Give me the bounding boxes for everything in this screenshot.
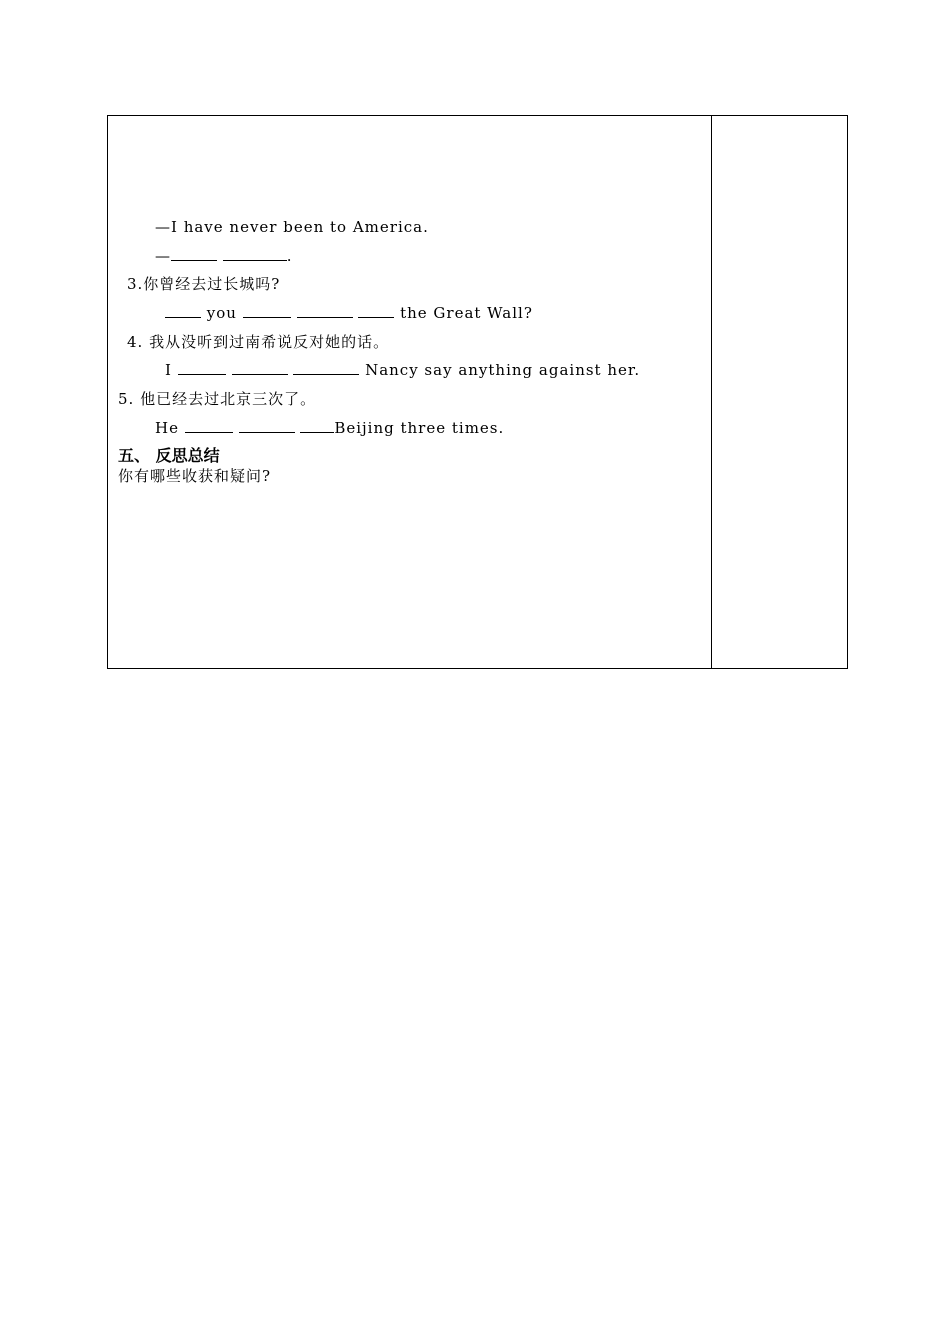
fill-blank[interactable] — [165, 307, 201, 318]
section-5-heading: 五、 反思总结 — [118, 446, 220, 465]
fill-blank[interactable] — [358, 307, 394, 318]
fill-blank[interactable] — [178, 364, 226, 375]
item-4-tail: Nancy say anything against her. — [365, 361, 641, 379]
section-5-prompt: 你有哪些收获和疑问? — [118, 467, 272, 485]
lesson-table — [107, 115, 848, 669]
question-line: — . — [155, 247, 293, 265]
fill-blank[interactable] — [223, 250, 287, 261]
item-5-tail: Beijing three times. — [334, 419, 505, 437]
fill-blank[interactable] — [300, 422, 334, 433]
word-you: you — [206, 304, 237, 322]
item-3-chinese: 3.你曾经去过长城吗? — [127, 275, 281, 293]
column-divider — [711, 116, 712, 668]
fill-blank[interactable] — [171, 250, 217, 261]
fill-blank[interactable] — [297, 307, 353, 318]
word-he: He — [155, 419, 179, 437]
fill-blank[interactable] — [239, 422, 295, 433]
fill-blank[interactable] — [243, 307, 291, 318]
dash-prefix: — — [155, 247, 171, 265]
item-5-chinese: 5. 他已经去过北京三次了。 — [118, 390, 317, 408]
answer-line: —I have never been to America. — [155, 218, 429, 236]
item-3-tail: the Great Wall? — [400, 304, 533, 322]
item-4-english — [165, 360, 640, 380]
item-4-chinese: 4. 我从没听到过南希说反对她的话。 — [127, 333, 390, 351]
item-3-english — [165, 303, 533, 323]
word-i: I — [165, 361, 172, 379]
item-5-english — [155, 418, 504, 438]
fill-blank[interactable] — [293, 364, 359, 375]
fill-blank[interactable] — [185, 422, 233, 433]
fill-blank[interactable] — [232, 364, 288, 375]
